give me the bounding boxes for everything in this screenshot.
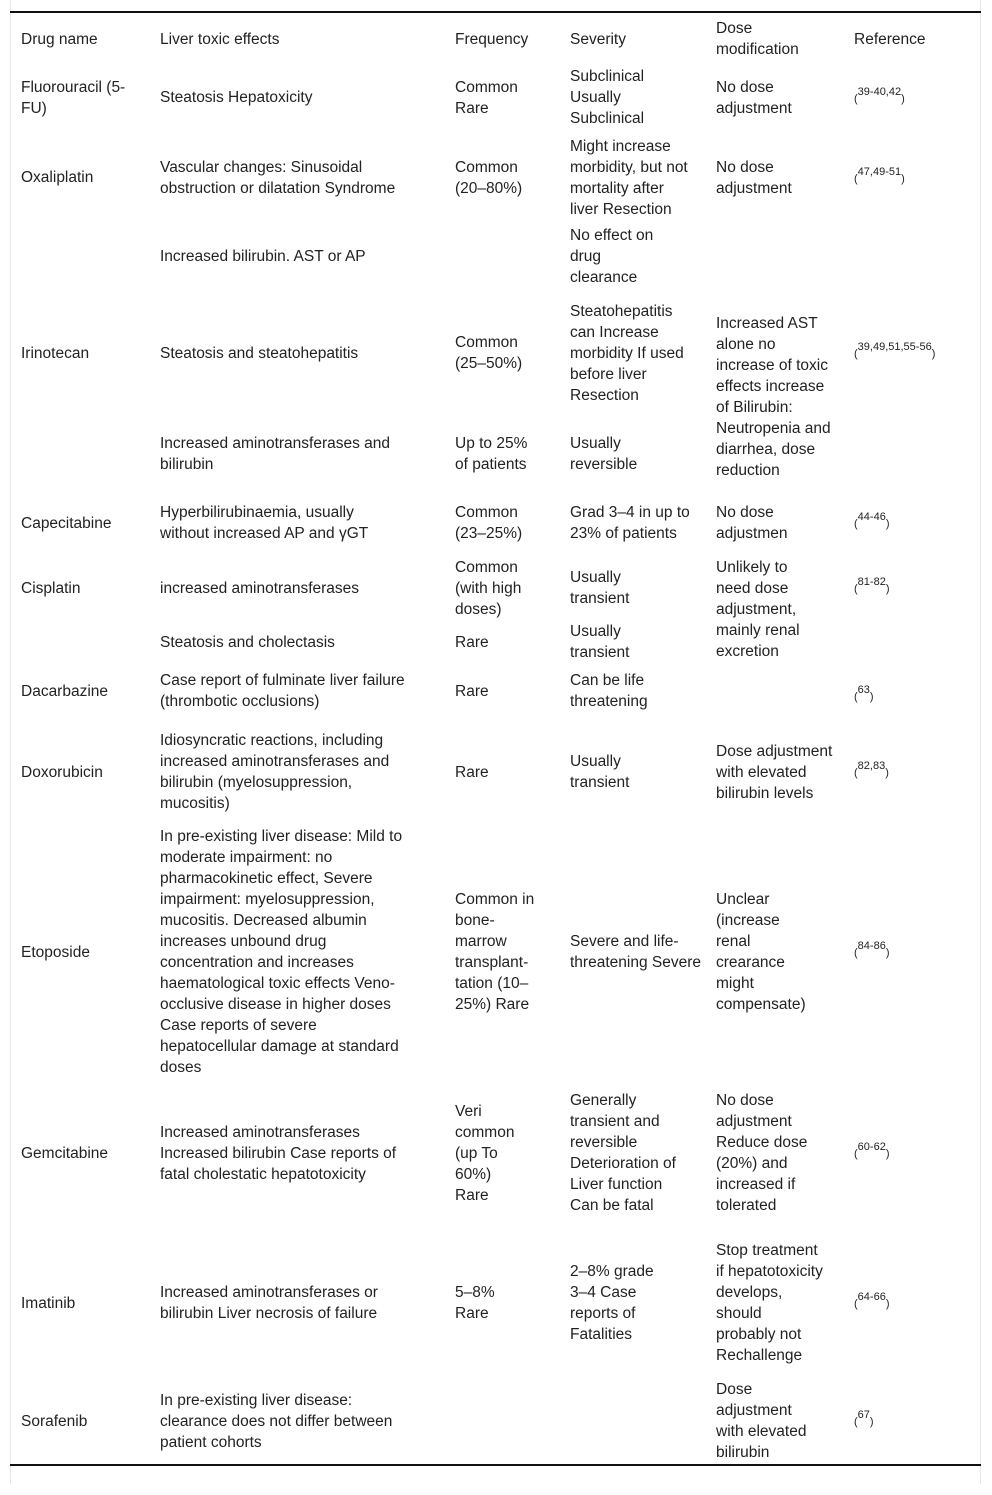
table-row bbox=[10, 826, 981, 1078]
reference-citation: 39,49,51,55-56 bbox=[857, 341, 932, 353]
cell-drug: Irinotecan bbox=[21, 344, 90, 362]
cell-reference bbox=[843, 225, 981, 288]
table-row bbox=[10, 1378, 981, 1465]
table-row bbox=[10, 1078, 981, 1228]
reference-citation: 67 bbox=[857, 1409, 870, 1421]
cell-severity bbox=[559, 1378, 705, 1465]
cell-drug bbox=[10, 418, 149, 490]
cell-dose: Unlikely to need dose adjustment, bbox=[716, 559, 797, 618]
reference-citation: 60-62 bbox=[857, 1141, 886, 1153]
cell-reference: ($^{84-86}$) bbox=[854, 940, 890, 959]
cell-reference: ($^{47,49-51}$) bbox=[854, 165, 905, 185]
cell-reference: ($^{64-66}$) bbox=[854, 1291, 890, 1310]
cell-frequency: Rare bbox=[455, 633, 489, 651]
cell-frequency: Common (25–50%) bbox=[455, 334, 523, 372]
cell-drug: Sorafenib bbox=[21, 1412, 88, 1430]
table-row bbox=[10, 556, 981, 620]
header-drug-name: Drug name bbox=[21, 30, 98, 48]
cell-dose: No dose adjustmen bbox=[716, 504, 788, 542]
header-liver-toxic-effects: Liver toxic effects bbox=[160, 30, 280, 48]
cell-severity: No effect on drug clearance bbox=[570, 227, 654, 286]
cell-dose: Unclear (increase renal crearance might compensate) bbox=[716, 891, 806, 1013]
cell-drug: Fluorouracil (5-FU) bbox=[21, 78, 126, 117]
cell-reference: ($^{67}$) bbox=[854, 1409, 874, 1428]
cell-frequency: Rare bbox=[455, 682, 489, 700]
table-row bbox=[10, 718, 981, 826]
cell-effects: Steatosis Hepatoxicity bbox=[160, 89, 313, 106]
cell-frequency: Common (20–80%) bbox=[455, 158, 523, 197]
cell-drug: Doxorubicin bbox=[21, 763, 103, 781]
table-row bbox=[10, 620, 981, 664]
table-row bbox=[10, 65, 981, 130]
cell-frequency bbox=[444, 1378, 559, 1465]
header-frequency: Frequency bbox=[455, 30, 529, 48]
header-reference: Reference bbox=[854, 30, 926, 48]
reference-citation: 63 bbox=[857, 684, 870, 696]
reference-citation: 44-46 bbox=[857, 511, 886, 523]
header-severity: Severity bbox=[570, 30, 626, 48]
liver-toxicity-table bbox=[10, 11, 981, 1466]
cell-drug bbox=[10, 225, 149, 288]
table-row bbox=[10, 418, 981, 490]
cell-effects: Steatosis and steatohepatitis bbox=[160, 344, 359, 362]
cell-effects: Increased bilirubin. AST or AP bbox=[160, 248, 366, 265]
table-row bbox=[10, 288, 981, 418]
cell-reference: ($^{63}$) bbox=[854, 684, 874, 703]
cell-frequency: Rare bbox=[455, 763, 489, 781]
cell-dose: No dose adjustment bbox=[716, 78, 792, 117]
cell-drug bbox=[10, 620, 149, 664]
table-row bbox=[10, 225, 981, 288]
cell-severity: Usually transient bbox=[570, 753, 630, 791]
cell-frequency: Common (23–25%) bbox=[455, 504, 523, 542]
table-header bbox=[10, 12, 981, 65]
table-row bbox=[10, 490, 981, 556]
cell-dose: No dose adjustment bbox=[716, 158, 792, 197]
reference-citation: 82,83 bbox=[857, 760, 886, 772]
cell-severity: Usually transient bbox=[570, 623, 630, 661]
cell-dose: No dose adjustment Reduce dose (20%) and increased if tolerated bbox=[716, 1092, 808, 1214]
cell-severity: Might increase morbidity, but not mortality after liver Resection bbox=[570, 137, 688, 218]
reference-citation: 81-82 bbox=[857, 576, 886, 588]
table-row bbox=[10, 130, 981, 225]
cell-reference bbox=[843, 620, 981, 664]
cell-severity: Steatohepatitis can Increase morbidity If used before liver Resection bbox=[570, 302, 684, 404]
cell-frequency: Veri common (up To 60%) Rare bbox=[455, 1102, 515, 1204]
cell-effects: Idiosyncratic reactions, including increased aminotransferases and bilirubin (myelosuppression, mucositis) bbox=[160, 732, 390, 812]
cell-dose: Stop treatment if hepatotoxicity develops, should probably not Rechallenge bbox=[716, 1242, 823, 1364]
cell-drug: Oxaliplatin bbox=[21, 169, 94, 186]
header-dose-modification: Dose modification bbox=[716, 20, 799, 58]
table-row bbox=[10, 664, 981, 718]
cell-frequency: Common (with high doses) bbox=[455, 558, 522, 618]
cell-reference bbox=[843, 418, 981, 490]
cell-reference: ($^{81-82}$) bbox=[854, 576, 890, 595]
cell-effects: Case report of fulminate liver failure (thrombotic occlusions) bbox=[160, 672, 405, 710]
table-body bbox=[10, 65, 981, 1465]
cell-severity: Severe and life-threatening Severe bbox=[570, 933, 701, 971]
reference-citation: 47,49-51 bbox=[857, 165, 902, 178]
cell-frequency: Up to 25% of patients bbox=[455, 435, 528, 473]
cell-frequency bbox=[444, 225, 559, 288]
cell-drug: Capecitabine bbox=[21, 514, 112, 532]
cell-effects: Steatosis and cholectasis bbox=[160, 633, 335, 651]
cell-dose bbox=[705, 225, 843, 288]
cell-drug: Gemcitabine bbox=[21, 1144, 109, 1162]
cell-effects: Increased aminotransferases and bilirubin bbox=[160, 435, 391, 473]
cell-drug: Cisplatin bbox=[21, 579, 81, 597]
reference-citation: 39-40,42 bbox=[857, 85, 902, 98]
cell-effects: Vascular changes: Sinusoidal obstruction or dilatation Syndrome bbox=[160, 158, 396, 197]
cell-severity: Usually reversible bbox=[570, 435, 638, 473]
cell-reference: ($^{60-62}$) bbox=[854, 1141, 890, 1160]
cell-severity: 2–8% grade 3–4 Case reports of Fatalities bbox=[570, 1263, 654, 1343]
cell-effects: In pre-existing liver disease: Mild to moderate impairment: no pharmacokinetic effect, Severe impairment: myelosuppression, mucositis. Decreased albumin increases unbound drug concentration and increases haematological toxic effects Veno-occlusive disease in higher doses Case reports of severe hepatocellular damage at standard doses bbox=[160, 828, 403, 1076]
reference-citation: 84-86 bbox=[857, 940, 886, 952]
cell-reference: ($^{44-46}$) bbox=[854, 511, 890, 530]
cell-drug: Etoposide bbox=[21, 943, 90, 961]
cell-dose: Neutropenia and diarrhea, dose reduction bbox=[716, 420, 831, 479]
cell-frequency: Common Rare bbox=[455, 78, 518, 117]
cell-dose: Dose adjustment with elevated bilirubin bbox=[716, 1381, 807, 1461]
cell-effects: Increased aminotransferases or bilirubin Liver necrosis of failure bbox=[160, 1284, 378, 1322]
cell-dose: Increased AST alone no increase of toxic effects increase of Bilirubin: bbox=[716, 315, 828, 416]
cell-effects: increased aminotransferases bbox=[160, 579, 360, 597]
cell-effects: Hyperbilirubinaemia, usually without increased AP and γGT bbox=[160, 504, 369, 542]
reference-citation: 64-66 bbox=[857, 1291, 886, 1303]
cell-severity: Can be life threatening bbox=[570, 672, 648, 710]
cell-frequency: Common in bone-marrow transplant-tation (10–25%) Rare bbox=[455, 891, 535, 1013]
cell-reference: ($^{82,83}$) bbox=[854, 760, 889, 779]
cell-severity: Grad 3–4 in up to 23% of patients bbox=[570, 504, 690, 542]
cell-dose bbox=[705, 664, 843, 718]
cell-drug: Imatinib bbox=[21, 1294, 76, 1312]
cell-severity: Subclinical Usually Subclinical bbox=[570, 68, 645, 127]
cell-frequency: 5–8% Rare bbox=[455, 1284, 495, 1322]
cell-drug: Dacarbazine bbox=[21, 682, 109, 700]
header-row bbox=[10, 12, 981, 65]
cell-reference: ($^{39-40,42}$) bbox=[854, 85, 905, 105]
cell-reference: ($^{39,49,51,55-56}$) bbox=[854, 341, 936, 360]
cell-severity: Usually transient bbox=[570, 569, 630, 607]
cell-effects: Increased aminotransferases Increased bilirubin Case reports of fatal cholestatic hepatotoxicity bbox=[160, 1123, 397, 1183]
cell-dose: mainly renal excretion bbox=[716, 622, 800, 660]
cell-effects: In pre-existing liver disease: clearance does not differ between patient cohorts bbox=[160, 1391, 393, 1451]
cell-severity: Generally transient and reversible Deterioration of Liver function Can be fatal bbox=[570, 1092, 676, 1214]
cell-dose: Dose adjustment with elevated bilirubin levels bbox=[716, 742, 833, 802]
table-row bbox=[10, 1228, 981, 1378]
